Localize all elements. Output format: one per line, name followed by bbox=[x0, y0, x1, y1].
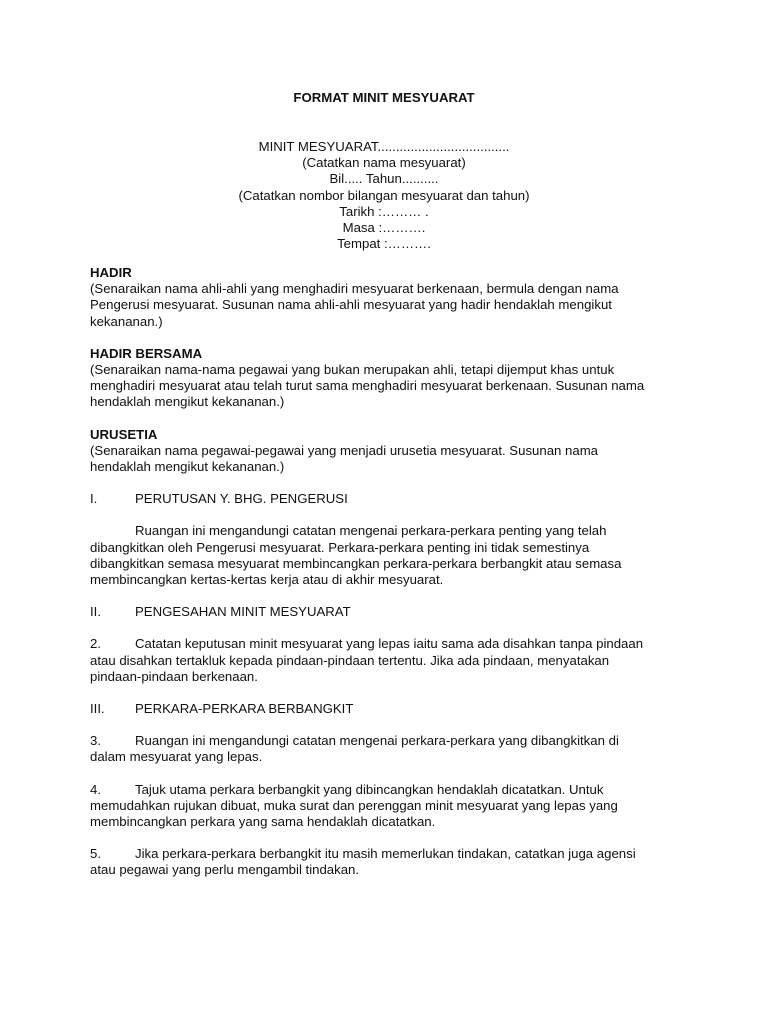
part-number: I. bbox=[90, 491, 98, 507]
part-number: II. bbox=[90, 604, 101, 620]
paragraph-number: 2. bbox=[90, 636, 101, 652]
section-text-line: kekananan.) bbox=[90, 313, 163, 329]
paragraph-line: Tajuk utama perkara berbangkit yang dibincangkan hendaklah dicatatkan. Untuk bbox=[135, 781, 604, 797]
header-line-bil-note: (Catatkan nombor bilangan mesyuarat dan tahun) bbox=[238, 187, 530, 203]
paragraph-line: membincangkan kertas-kertas kerja atau di akhir mesyuarat. bbox=[90, 572, 444, 588]
section-heading-hadir: HADIR bbox=[90, 265, 132, 280]
section-urusetia bbox=[90, 427, 690, 476]
section-text-line: (Senaraikan nama pegawai-pegawai yang menjadi urusetia mesyuarat. Susunan nama bbox=[90, 442, 599, 458]
minutes-header-block bbox=[0, 139, 768, 252]
paragraph-line: pindaan-pindaan berkenaan. bbox=[90, 668, 258, 684]
section-text-line: (Senaraikan nama ahli-ahli yang menghadiri mesyuarat berkenaan, bermula dengan nama bbox=[90, 281, 619, 297]
section-heading-hadir-bersama: HADIR BERSAMA bbox=[90, 345, 203, 361]
paragraph-3 bbox=[90, 733, 690, 765]
paragraph-line: Jika perkara-perkara berbangkit itu masih memerlukan tindakan, catatkan juga agensi bbox=[135, 846, 636, 862]
header-line-bil: Bil..... Tahun.......... bbox=[329, 171, 439, 187]
paragraph-line: dibangkitkan oleh Pengerusi mesyuarat. Perkara-perkara penting ini tidak semestinya bbox=[90, 539, 590, 555]
section-hadir bbox=[90, 265, 690, 330]
paragraph-number: 5. bbox=[90, 846, 101, 862]
section-text-line: Pengerusi mesyuarat. Susunan nama ahli-ahli mesyuarat yang hadir hendaklah mengikut bbox=[90, 297, 612, 313]
header-line-minit: MINIT MESYUARAT.................................... bbox=[258, 139, 510, 154]
document-title: FORMAT MINIT MESYUARAT bbox=[293, 90, 475, 105]
paragraph-line: memudahkan rujukan dibuat, muka surat dan perenggan minit mesyuarat yang lepas yang bbox=[90, 797, 618, 813]
section-text-line: hendaklah mengikut kekananan.) bbox=[90, 459, 285, 475]
paragraph-line: Ruangan ini mengandungi catatan mengenai perkara-perkara penting yang telah bbox=[135, 523, 607, 539]
part-heading-perutusan bbox=[90, 491, 690, 507]
paragraph-perutusan bbox=[90, 523, 690, 588]
section-text-line: (Senaraikan nama-nama pegawai yang bukan merupakan ahli, tetapi dijemput khas untuk bbox=[90, 362, 615, 378]
paragraph-line: dalam mesyuarat yang lepas. bbox=[90, 749, 263, 765]
part-title: PERKARA-PERKARA BERBANGKIT bbox=[135, 701, 354, 717]
header-line-tempat: Tempat :………. bbox=[337, 236, 431, 252]
paragraph-line: membincangkan perkara yang sama hendaklah dicatatkan. bbox=[90, 814, 436, 830]
section-hadir-bersama bbox=[90, 346, 690, 411]
document-body bbox=[90, 265, 690, 879]
part-heading-pengesahan bbox=[90, 604, 690, 620]
section-text-line: menghadiri mesyuarat atau telah turut sama menghadiri mesyuarat berkenaan. Susunan nama bbox=[90, 378, 645, 394]
header-line-nama-note: (Catatkan nama mesyuarat) bbox=[302, 155, 466, 171]
part-heading-perkara-berbangkit bbox=[90, 701, 690, 717]
section-text-line: hendaklah mengikut kekananan.) bbox=[90, 394, 285, 410]
part-number: III. bbox=[90, 701, 105, 717]
paragraph-line: dibangkitkan semasa mesyuarat membincangkan perkara-perkara berbangkit atau semasa bbox=[90, 555, 622, 571]
paragraph-4 bbox=[90, 782, 690, 831]
part-title: PERUTUSAN Y. BHG. PENGERUSI bbox=[135, 491, 348, 507]
paragraph-line: Catatan keputusan minit mesyuarat yang lepas iaitu sama ada disahkan tanpa pindaan bbox=[135, 636, 644, 652]
paragraph-line: atau disahkan tertakluk kepada pindaan-pindaan tertentu. Jika ada pindaan, menyatakan bbox=[90, 652, 610, 668]
header-line-tarikh: Tarikh :……… . bbox=[339, 203, 429, 219]
paragraph-number: 4. bbox=[90, 781, 101, 797]
paragraph-line: atau pegawai yang perlu mengambil tindakan. bbox=[90, 862, 360, 878]
paragraph-number: 3. bbox=[90, 733, 101, 749]
section-heading-urusetia: URUSETIA bbox=[90, 426, 158, 442]
paragraph-2 bbox=[90, 636, 690, 685]
part-title: PENGESAHAN MINIT MESYUARAT bbox=[135, 604, 351, 620]
header-line-masa: Masa :………. bbox=[342, 220, 426, 236]
paragraph-line: Ruangan ini mengandungi catatan mengenai perkara-perkara yang dibangkitkan di bbox=[135, 733, 619, 749]
paragraph-5 bbox=[90, 846, 690, 878]
